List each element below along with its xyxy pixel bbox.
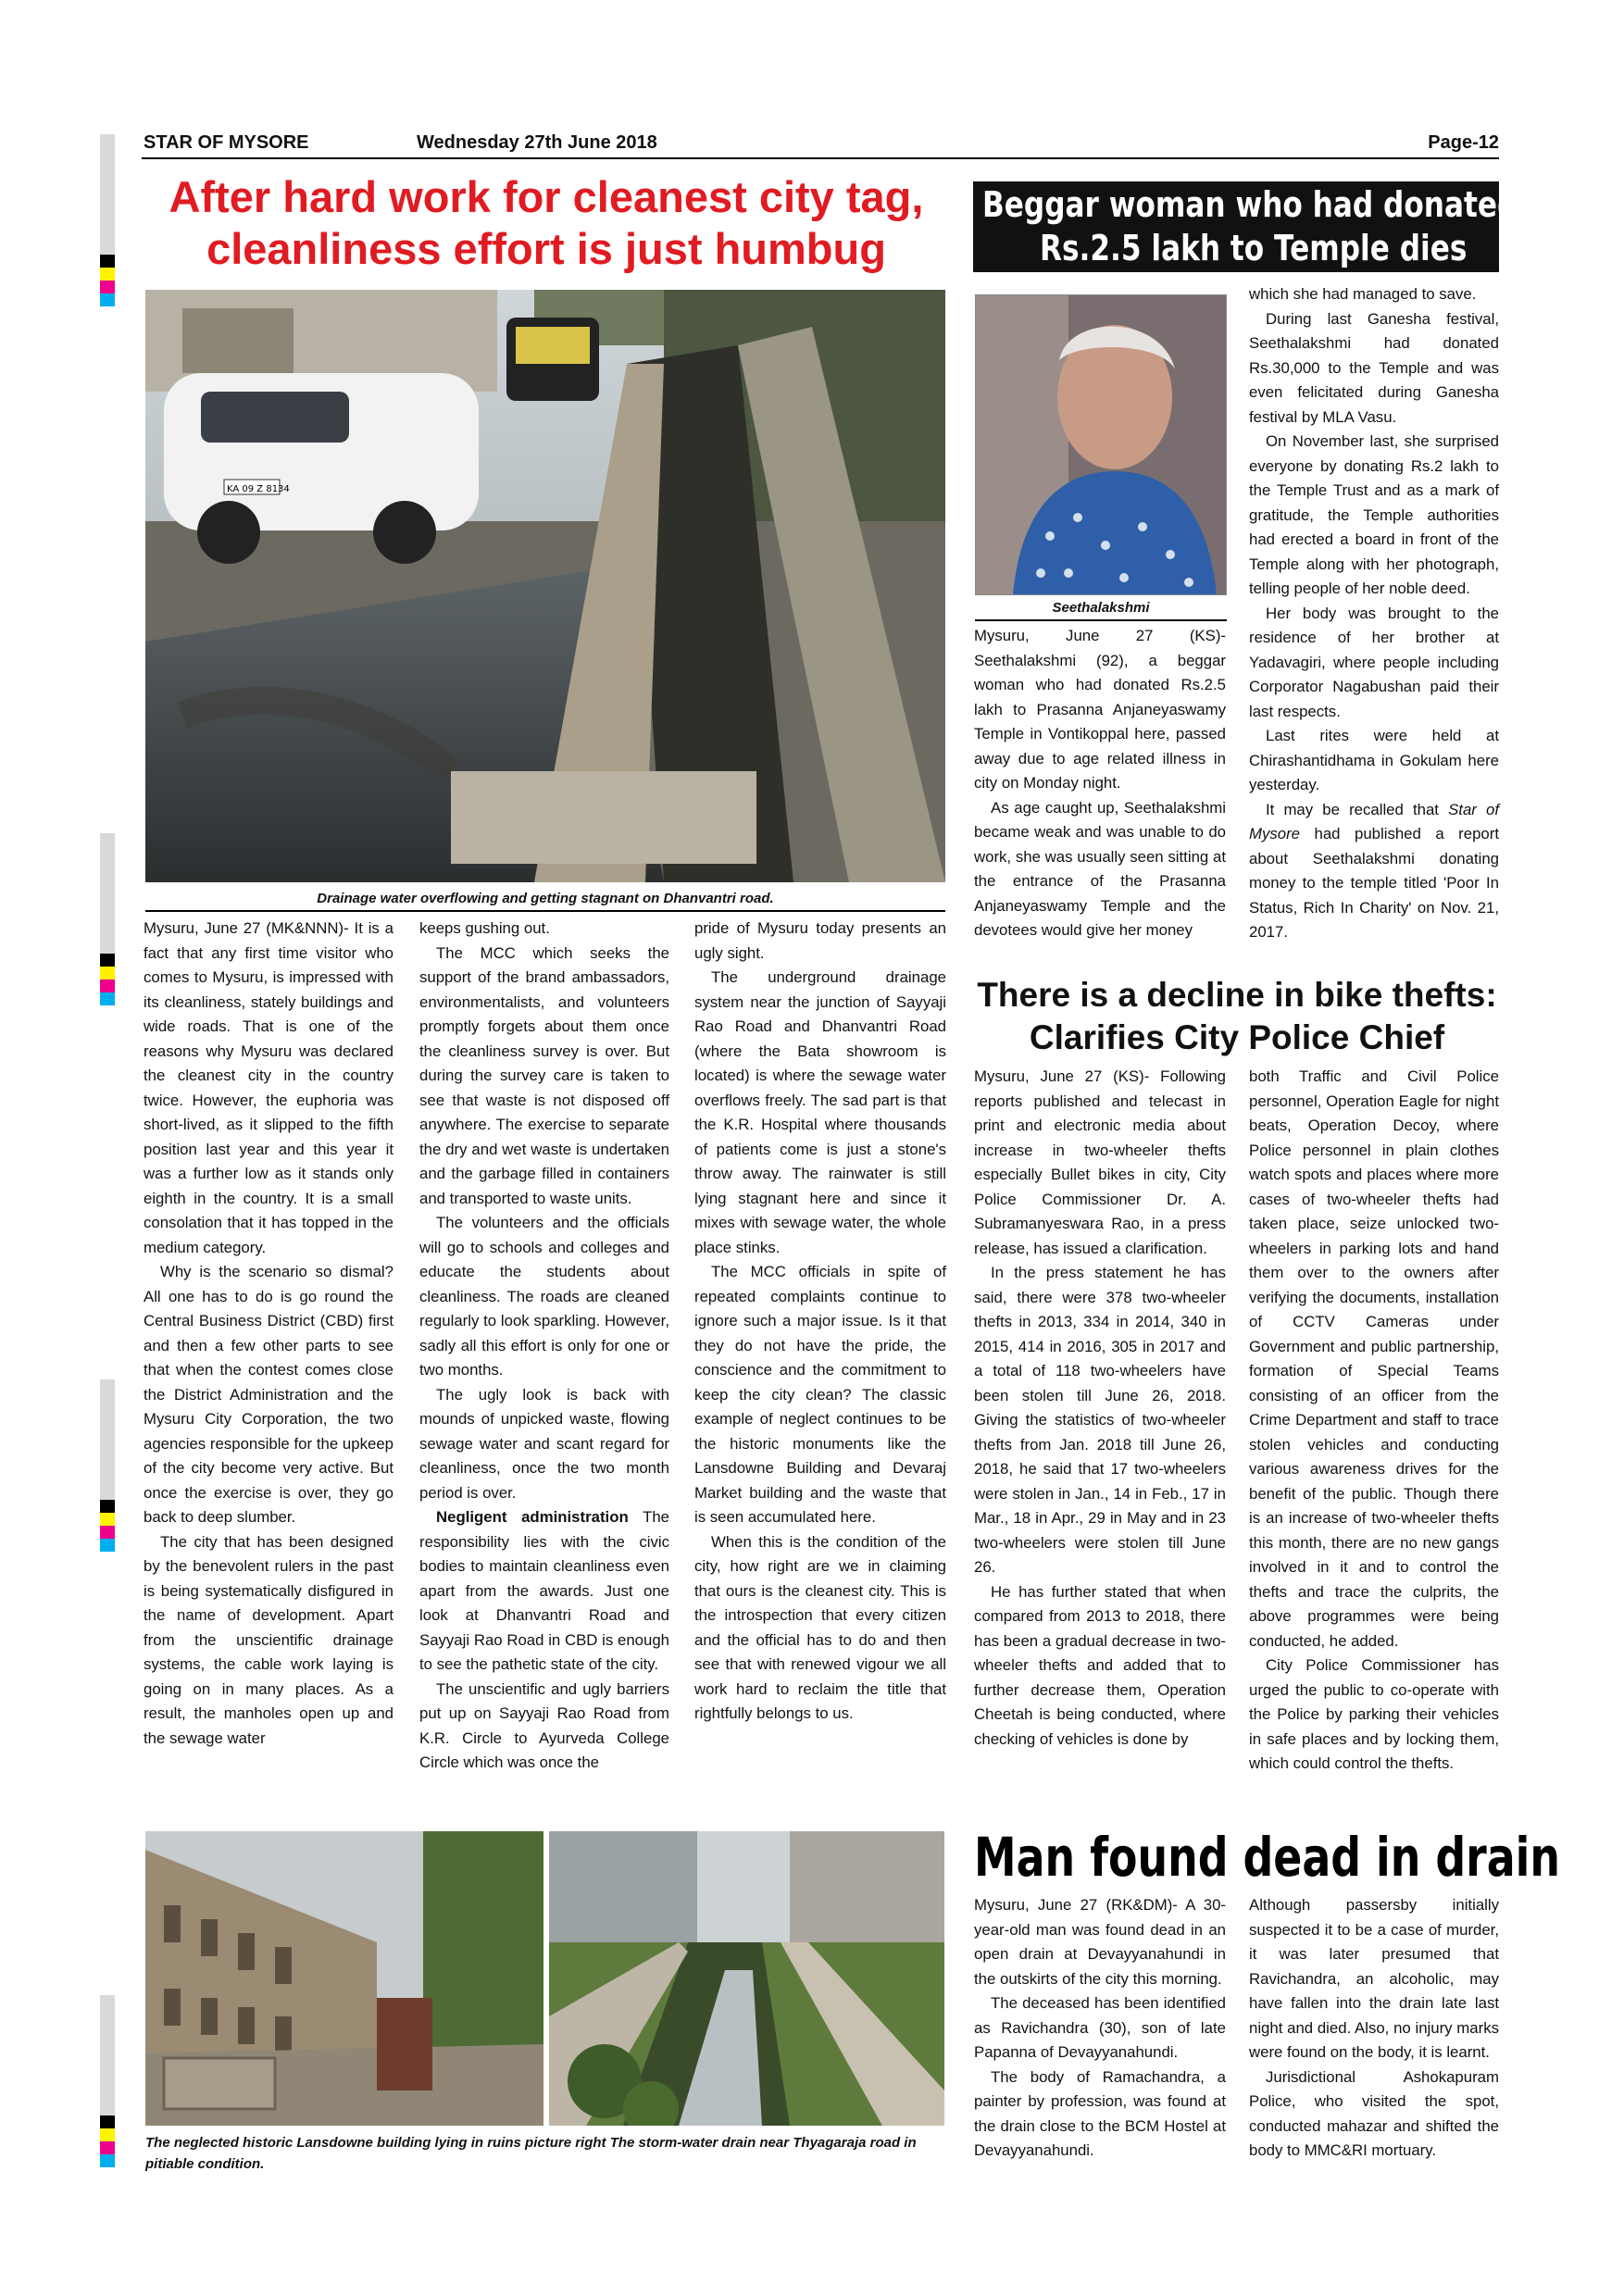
bike-headline (972, 974, 1502, 1059)
bike-right-para-1: both Traffic and Civil Police personnel, Operation Eagle for night beats, Operation Decoy, where Police personnel in plain clothes watch spots and places where more cases of two-wheeler thefts had taken place, seize unlocked two-wheelers in parking lots and hand them over to the owners after verifying the documents, installation of CCTV Cameras under Government and public partnership, formation of Special Teams consisting of an officer from the Crime Department and staff to trace stolen vehicles and conducting various awareness drives for the benefit of the public. Though there is an increase of two-wheeler thefts this month, there are no new gangs involved in it and to control the thefts and trace the culprits, the above programmes were being conducted, he added. (1249, 1067, 1499, 1650)
beggar-headline-line1: Beggar woman who had donated (982, 184, 1518, 225)
main-headline-line1: After hard work for cleanest city tag, (169, 172, 924, 221)
col2-para-6: The unscientific and ugly barriers put up on Sayyaji Rao Road from K.R. Circle to Ayurveda College Circle which was once the (419, 1679, 669, 1771)
col2-para-2: The MCC which seeks the support of the brand ambassadors, environmentalists, and volunteers promptly forgets about them once the cleanliness survey is over. But during the survey care is taken to see that waste is not disposed off anywhere. The exercise to separate the dry and wet waste is undertaken and the garbage filled in containers and transported to waste units. (419, 943, 669, 1207)
col1-para-1: Mysuru, June 27 (MK&NNN)- It is a fact that any first time visitor who comes to Mysuru, is impressed with its cleanliness, stately buildings and wide roads. That is one of the reasons why Mysuru was declared the cleanest city in the country twice. However, the euphoria was short-lived, as it slipped to the fifth position last year and this year it was a further low as it stands only eighth in the country. It is a small consolation that it has topped in the medium category. (144, 919, 394, 1256)
beggar-right-para-6 (1249, 798, 1499, 945)
beggar-right-para-3: On November last, she surprised everyone by donating Rs.2 lakh to the Temple Trust and as a mark of gratitude, the Temple authorities had erected a board in front of the Temple along with her photograph, telling people of her noble deed. (1249, 432, 1499, 597)
beggar-left-para-2: As age caught up, Seethalakshmi became weak and was unable to do work, she was usually seen sitting at the entrance of the Prasanna Anjaneyaswamy Temple and the devotees would give her money (974, 798, 1226, 939)
drain-left-para-3: The body of Ramachandra, a painter by profession, was found at the drain close to the BCM Hostel at Devayyanahundi. (974, 2067, 1226, 2159)
beggar-right-para-6-b: had published a report about Seethalakshmi donating money to the temple titled 'Poor In Status, Rich In Charity' on Nov. 21, 2017. (1249, 825, 1499, 941)
col3-para-2: The underground drainage system near the junction of Sayyaji Rao Road and Dhanvantri Road (where the Bata showroom is located) is where the sewage water overflows freely. The sad part is that the K.R. Hospital where thousands of patients come is just a stone's throw away. The rainwater is still lying stagnant here and since it mixes with sewage water, the whole place stinks. (694, 968, 946, 1256)
drain-left-para-1: Mysuru, June 27 (RK&DM)- A 30-year-old man was found dead in an open drain at Devayyanahundi in the outskirts of the city this morning. (974, 1896, 1226, 1988)
beggar-right-para-6-a: It may be recalled that (1266, 800, 1449, 818)
drain-col-left (974, 1893, 1226, 2164)
car-plate-text: KA 09 Z 8134 (227, 484, 290, 494)
bottom-photos-caption: The neglected historic Lansdowne building lying in ruins picture right The storm-water drain near Thyagaraja road in pitiable condition. (145, 2135, 917, 2172)
bike-col-left (974, 1065, 1226, 1752)
drainage-photo (145, 290, 945, 882)
registration-marks-2 (100, 833, 115, 1005)
drain-headline: Man found dead in drain (974, 1826, 1560, 1889)
drainage-photo-caption: Drainage water overflowing and getting stagnant on Dhanvantri road. (317, 891, 774, 906)
cleanliness-col1 (144, 917, 394, 1751)
seethalakshmi-caption: Seethalakshmi (1052, 600, 1150, 616)
main-headline-line2: cleanliness effort is just humbug (206, 224, 886, 273)
seethalakshmi-caption-rule (975, 619, 1227, 621)
bike-headline-line2: Clarifies City Police Chief (1029, 1018, 1445, 1056)
beggar-right-para-5: Last rites were held at Chirashantidhama in Gokulam here yesterday. (1249, 727, 1499, 793)
registration-marks-3 (100, 1379, 115, 1552)
star-of-mysore-italic: Star of Mysore (1249, 800, 1499, 842)
beggar-col-left (974, 624, 1226, 943)
col2-para-5 (419, 1505, 669, 1678)
bike-headline-line1: There is a decline in bike thefts: (977, 976, 1497, 1014)
paper-name: STAR OF MYSORE (144, 132, 309, 153)
masthead-rule (142, 157, 1499, 159)
col3-para-1: pride of Mysuru today presents an ugly sight. (694, 919, 946, 962)
col1-para-3: The city that has been designed by the benevolent rulers in the past is being systematically disfigured in the name of development. Apart from the unscientific drainage systems, the cable work laying is going on in many places. As a result, the manholes open up and the sewage water (144, 1532, 394, 1747)
col1-para-2: Why is the scenario so dismal? All one has to do is go round the Central Business District (CBD) first and then a few other parts to see that when the contest comes close the District Administration and the Mysuru City Corporation, the two agencies responsible for the upkeep of the city become very active. But once the exercise is over, they go back to deep slumber. (144, 1263, 394, 1526)
col2-para-5-text: The responsibility lies with the civic bodies to maintain cleanliness even apart from the awards. Just one look at Dhanvantri Road and Sayyaji Rao Road in CBD is enough to see the pathetic state of the city. (419, 1508, 670, 1673)
col2-para-1: keeps gushing out. (419, 919, 550, 937)
main-headline (139, 171, 954, 275)
page-number: Page-12 (1428, 132, 1499, 153)
beggar-right-para-2: During last Ganesha festival, Seethalakshmi had donated Rs.30,000 to the Temple and was even felicitated during Ganesha festival by MLA Vasu. (1249, 309, 1499, 426)
drain-col-right (1249, 1893, 1499, 2164)
beggar-left-para-1: Mysuru, June 27 (KS)- Seethalakshmi (92), a beggar woman who had donated Rs.2.5 lakh to Prasanna Anjaneyaswamy Temple in Vontikoppal here, passed away due to age related illness in city on Monday night. (974, 627, 1226, 792)
lansdowne-photo (145, 1831, 543, 2126)
beggar-right-para-1: which she had managed to save. (1249, 285, 1477, 303)
bike-left-para-1: Mysuru, June 27 (KS)- Following reports published and telecast in print and electronic media about increase in two-wheeler thefts especially Bullet bikes in city, City Police Commissioner Dr. A. Subramanyeswara Rao, in a press release, has issued a clarification. (974, 1067, 1226, 1257)
drain-left-para-2: The deceased has been identified as Ravichandra (30), son of late Papanna of Devayyanahundi. (974, 1994, 1226, 2061)
bike-left-para-2: In the press statement he has said, there were 378 two-wheeler thefts in 2013, 334 in 2014, 340 in 2015, 414 in 2016, 305 in 2017 and a total of 118 two-wheelers have been stolen till June 26, 2018. Giving the statistics of two-wheeler thefts from Jan. 2018 till June 26, 2018, he said that 17 two-wheelers were stolen in Jan., 14 in Feb., 17 in Mar., 18 in Apr., 29 in May and in 23 two-wheelers were stolen till June 26. (974, 1264, 1226, 1576)
drain-right-para-1: Although passersby initially suspected it to be a case of murder, it was later presumed that Ravichandra, an alcoholic, may have fallen into the drain late last night and died. Also, no injury marks were found on the body, it is learnt. (1249, 1896, 1499, 2061)
beggar-headline-line2: Rs.2.5 lakh to Temple dies (1040, 228, 1468, 268)
registration-marks-1 (100, 134, 115, 306)
seethalakshmi-photo (975, 294, 1227, 595)
bike-col-right (1249, 1065, 1499, 1777)
issue-date: Wednesday 27th June 2018 (417, 132, 657, 153)
caption-rule (145, 910, 945, 912)
beggar-right-para-4: Her body was brought to the residence of her brother at Yadavagiri, where people including Corporator Nagabushan paid their last respects. (1249, 604, 1499, 720)
cleanliness-col3 (694, 917, 946, 1727)
bike-right-para-2: City Police Commissioner has urged the public to co-operate with the Police by parking their vehicles in safe places and by locking them, which could control the thefts. (1249, 1656, 1499, 1772)
col2-para-3: The volunteers and the officials will go to schools and colleges and educate the students about cleanliness. The roads are cleaned regularly to look sparkling. However, sadly all this effort is only for one or two months. (419, 1214, 669, 1379)
cleanliness-col2 (419, 917, 669, 1776)
storm-drain-photo (549, 1831, 944, 2126)
col3-para-4: When this is the condition of the city, how right are we in claiming that ours is the cleanest city. This is the introspection that every citizen and the official has to do and then see that with renewed vigour we all work hard to reclaim the title that rightfully belongs to us. (694, 1532, 946, 1722)
registration-marks-4 (100, 1995, 115, 2167)
negligent-subhead: Negligent administration (436, 1508, 629, 1526)
col3-para-3: The MCC officials in spite of repeated complaints continue to ignore such a major issue. Is it that they do not have the pride, the conscience and the commitment to keep the city clean? The classic example of neglect continues to be the historic monuments like the Lansdowne Building and Devaraj Market building and the waste that is seen accumulated here. (694, 1263, 946, 1526)
beggar-headline-box (973, 181, 1518, 272)
col2-para-4: The ugly look is back with mounds of unpicked waste, flowing sewage water and scant regard for cleanliness, once the two month period is over. (419, 1385, 669, 1502)
drain-right-para-2: Jurisdictional Ashokapuram Police, who visited the spot, conducted mahazar and shifted the body to MMC&RI mortuary. (1249, 2067, 1499, 2159)
bike-left-para-3: He has further stated that when compared from 2013 to 2018, there has been a gradual decrease in two-wheeler thefts and added that to further decrease them, Operation Cheetah is being conducted, where checking of vehicles is done by (974, 1582, 1226, 1748)
beggar-col-right (1249, 282, 1499, 945)
